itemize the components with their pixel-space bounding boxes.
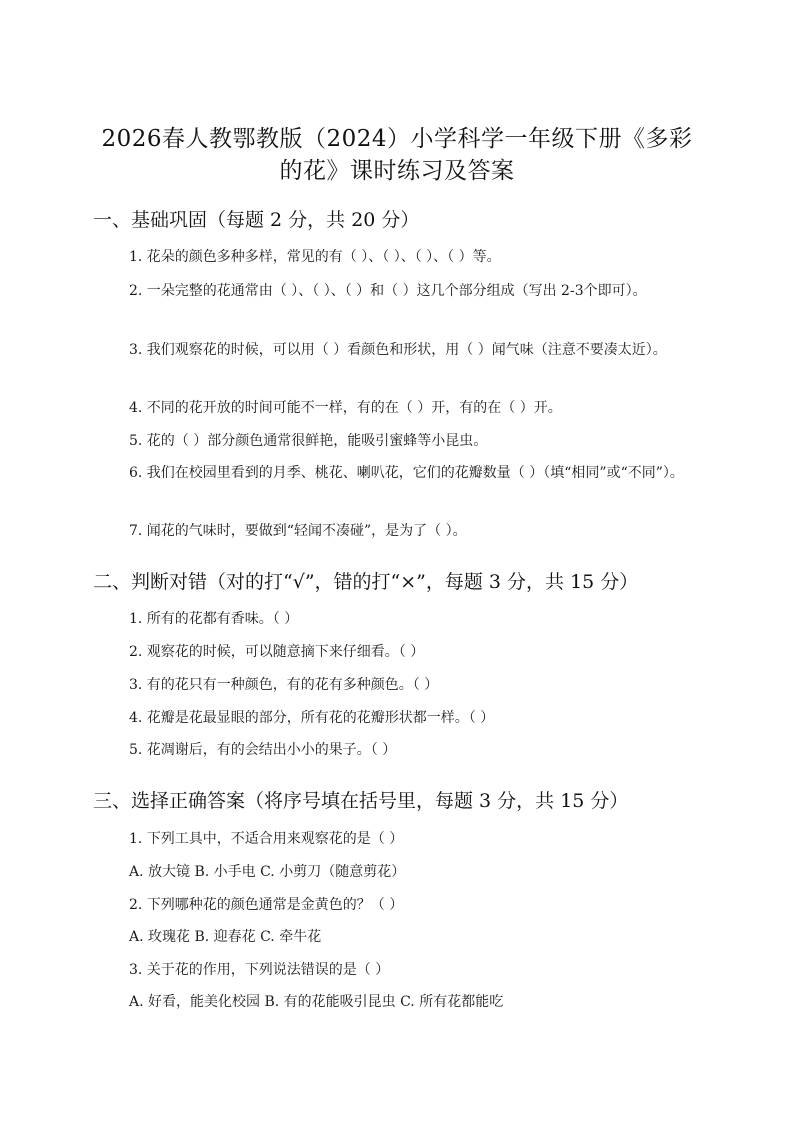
section-3-question-3: 3. 关于花的作用，下列说法错误的是（ ） xyxy=(129,962,390,978)
section-3-question-2: 2. 下列哪种花的颜色通常是金黄色的？（ ） xyxy=(129,897,404,913)
section-2-question-5: 5. 花凋谢后，有的会结出小小的果子。（ ） xyxy=(129,742,397,758)
section-2-heading: 二、判断对错（对的打“√”，错的打“×”，每题 3 分，共 15 分） xyxy=(93,571,639,593)
section-1-question-5: 5. 花的（ ）部分颜色通常很鲜艳，能吸引蜜蜂等小昆虫。 xyxy=(129,433,488,449)
section-3-heading: 三、选择正确答案（将序号填在括号里，每题 3 分，共 15 分） xyxy=(93,790,629,812)
section-2-question-1: 1. 所有的花都有香味。（ ） xyxy=(129,611,299,627)
section-1-question-3: 3. 我们观察花的时候，可以用（ ）看颜色和形状，用（ ）闻气味（注意不要凑太近）。 xyxy=(129,342,667,358)
document-title-line-2: 的花》课时练习及答案 xyxy=(279,158,515,184)
section-3-question-3-options: A. 好看，能美化校园 B. 有的花能吸引昆虫 C. 所有花都能吃 xyxy=(129,994,504,1010)
section-1-question-4: 4. 不同的花开放的时间可能不一样，有的在（ ）开，有的在（ ）开。 xyxy=(129,400,562,416)
section-1-question-1: 1. 花朵的颜色多种多样，常见的有（ ）、（ ）、（ ）、（ ）等。 xyxy=(129,249,501,265)
section-1-question-2: 2. 一朵完整的花通常由（ ）、（ ）、（ ）和（ ）这几个部分组成（写出 2-3个即可）。 xyxy=(129,283,647,299)
section-3-question-2-options: A. 玫瑰花 B. 迎春花 C. 牵牛花 xyxy=(129,929,322,945)
section-1-heading: 一、基础巩固（每题 2 分，共 20 分） xyxy=(93,209,420,231)
section-3-question-1-options: A. 放大镜 B. 小手电 C. 小剪刀（随意剪花） xyxy=(129,864,406,880)
section-1-question-7: 7. 闻花的气味时，要做到“轻闻不凑碰”，是为了（ ）。 xyxy=(129,523,467,539)
section-2-question-2: 2. 观察花的时候，可以随意摘下来仔细看。（ ） xyxy=(129,644,425,660)
document-title-line-1: 2026春人教鄂教版（2024）小学科学一年级下册《多彩 xyxy=(101,126,693,152)
section-2-question-4: 4. 花瓣是花最显眼的部分，所有花的花瓣形状都一样。（ ） xyxy=(129,710,495,726)
section-3-question-1: 1. 下列工具中，不适合用来观察花的是（ ） xyxy=(129,831,404,847)
section-2-question-3: 3. 有的花只有一种颜色，有的花有多种颜色。（ ） xyxy=(129,677,439,693)
section-1-question-6: 6. 我们在校园里看到的月季、桃花、喇叭花，它们的花瓣数量（ ）（填“相同”或“不同”）。 xyxy=(129,465,684,481)
